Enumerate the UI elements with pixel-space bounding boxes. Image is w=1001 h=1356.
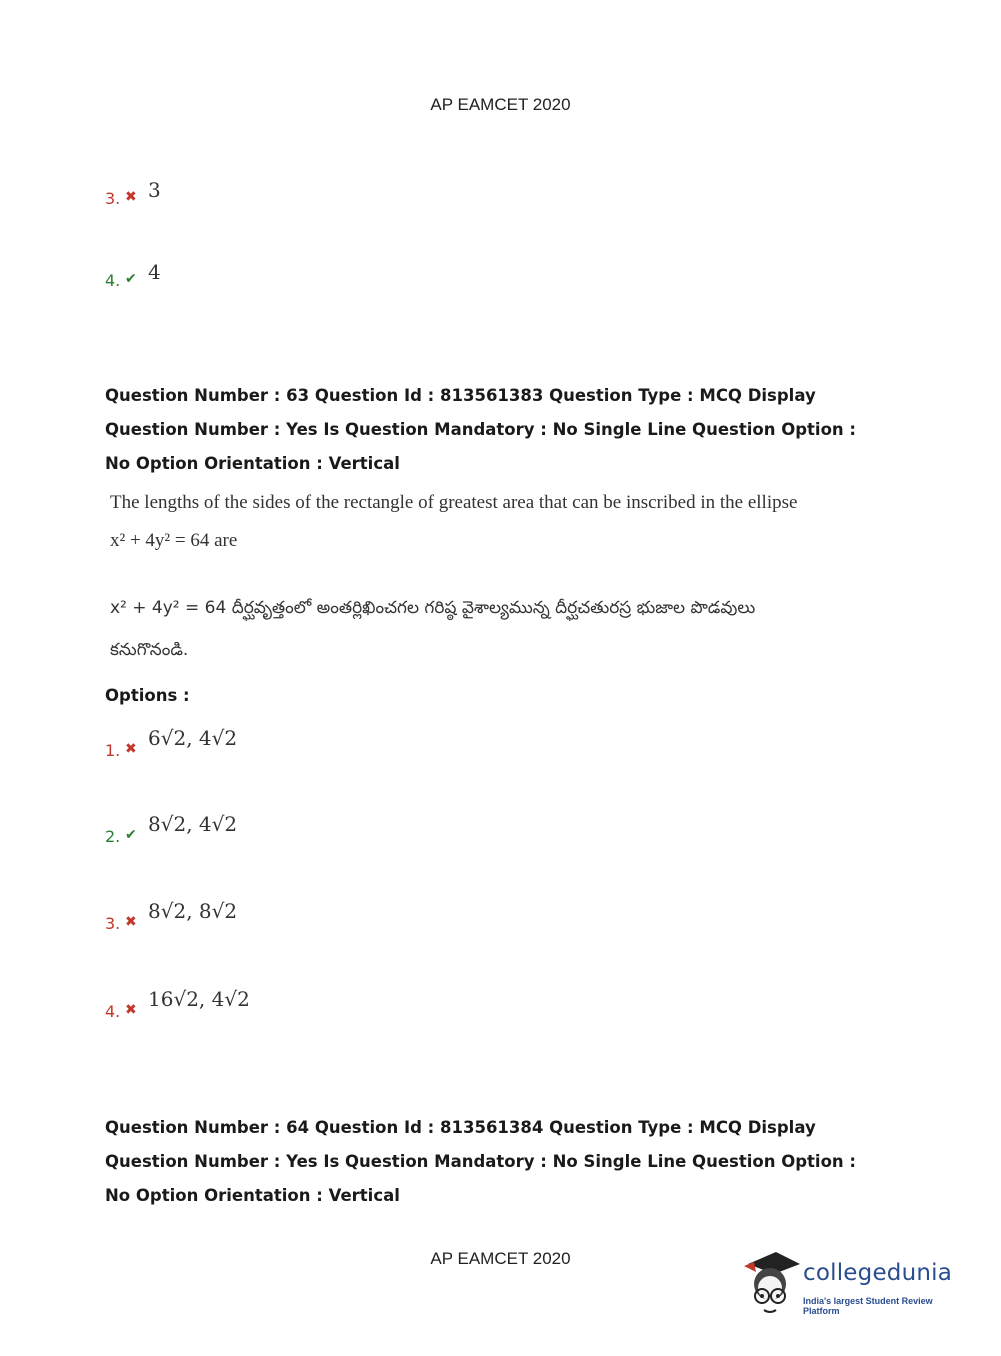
cross-icon: ✖: [125, 914, 137, 930]
option-value: 4: [148, 260, 161, 284]
option-number: 1.: [105, 741, 121, 760]
cross-icon: ✖: [125, 741, 137, 757]
question-meta-64: Question Number : 64 Question Id : 813561384 Question Type : MCQ Display Question Number : Yes Is Question Mandatory : No Single Line Question Option : No Option Orientation : Vertical: [105, 1118, 857, 1205]
question-meta-63: Question Number : 63 Question Id : 813561383 Question Type : MCQ Display Question Number : Yes Is Question Mandatory : No Single Line Question Option : No Option Orientation : Vertical: [105, 386, 857, 473]
mascot-icon: [740, 1250, 802, 1318]
option-value: 8√2, 4√2: [148, 812, 238, 836]
question-text-te-line1: x² + 4y² = 64 దీర్ఘవృత్తంలో అంతర్లిఖించగల గరిష్ఠ వైశాల్యమున్న దీర్ఘచతురస్ర భుజాల పొడవులు: [110, 598, 756, 618]
question-text-en-line1: The lengths of the sides of the rectangle of greatest area that can be inscribed in the ellipse: [110, 492, 798, 513]
check-icon: ✔: [125, 271, 137, 287]
cross-icon: ✖: [125, 189, 137, 205]
check-icon: ✔: [125, 827, 137, 843]
question-text-en-line2: x² + 4y² = 64 are: [110, 530, 238, 551]
collegedunia-logo: [740, 1250, 970, 1320]
option-number: 4.: [105, 271, 121, 290]
page-footer-title: AP EAMCET 2020: [430, 1249, 571, 1268]
question-text-te-line2: కనుగొనండి.: [110, 640, 189, 660]
option-number: 3.: [105, 914, 121, 933]
cross-icon: ✖: [125, 1002, 137, 1018]
option-value: 3: [148, 178, 161, 202]
page-header-title: AP EAMCET 2020: [430, 95, 571, 114]
option-value: 16√2, 4√2: [148, 987, 250, 1011]
option-value: 8√2, 8√2: [148, 899, 238, 923]
option-value: 6√2, 4√2: [148, 726, 238, 750]
option-number: 4.: [105, 1002, 121, 1021]
option-number: 2.: [105, 827, 121, 846]
logo-tagline: India's largest Student Review Platform: [803, 1296, 933, 1316]
logo-text: collegedunia: [803, 1260, 953, 1286]
options-label: Options :: [105, 686, 190, 705]
option-number: 3.: [105, 189, 121, 208]
